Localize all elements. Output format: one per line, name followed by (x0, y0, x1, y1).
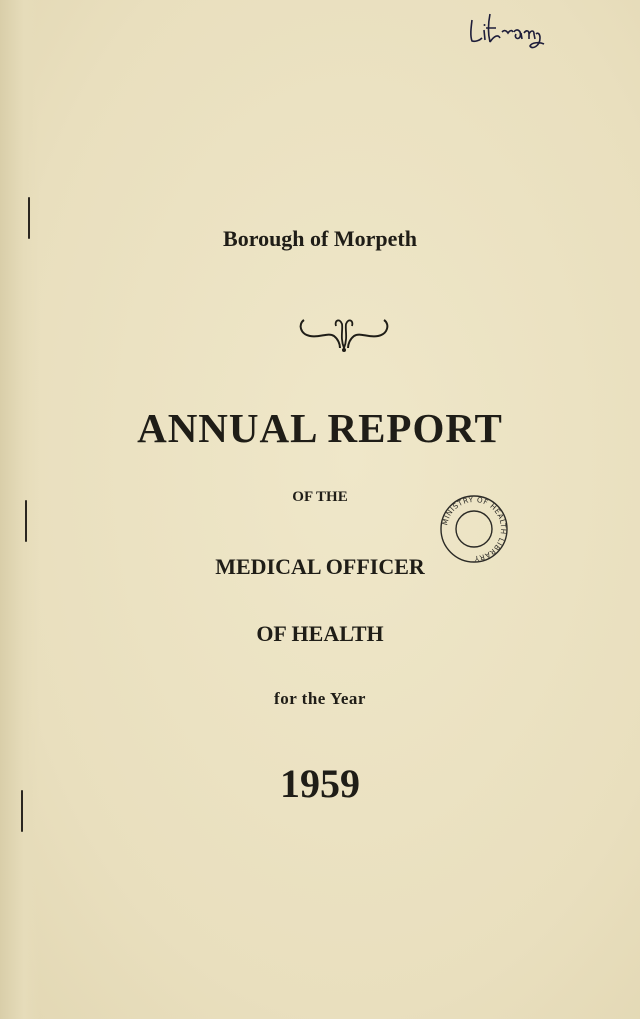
of-health-line: OF HEALTH (256, 621, 384, 646)
borough-name: Borough of Morpeth (223, 226, 417, 251)
of-the-line: OF THE (292, 489, 348, 505)
ministry-of-health-library-stamp (436, 494, 512, 564)
spine-shadow (0, 0, 40, 1019)
report-title: ANNUAL REPORT (137, 405, 503, 451)
ornamental-flourish (296, 308, 392, 356)
report-year: 1959 (280, 761, 360, 806)
handwritten-library-note (466, 8, 548, 54)
stamp-text: MINISTRY OF HEALTH LIBRARY (440, 494, 509, 564)
medical-officer-line: MEDICAL OFFICER (215, 554, 425, 579)
staple-middle (25, 500, 27, 542)
for-the-year-line: for the Year (274, 689, 366, 708)
